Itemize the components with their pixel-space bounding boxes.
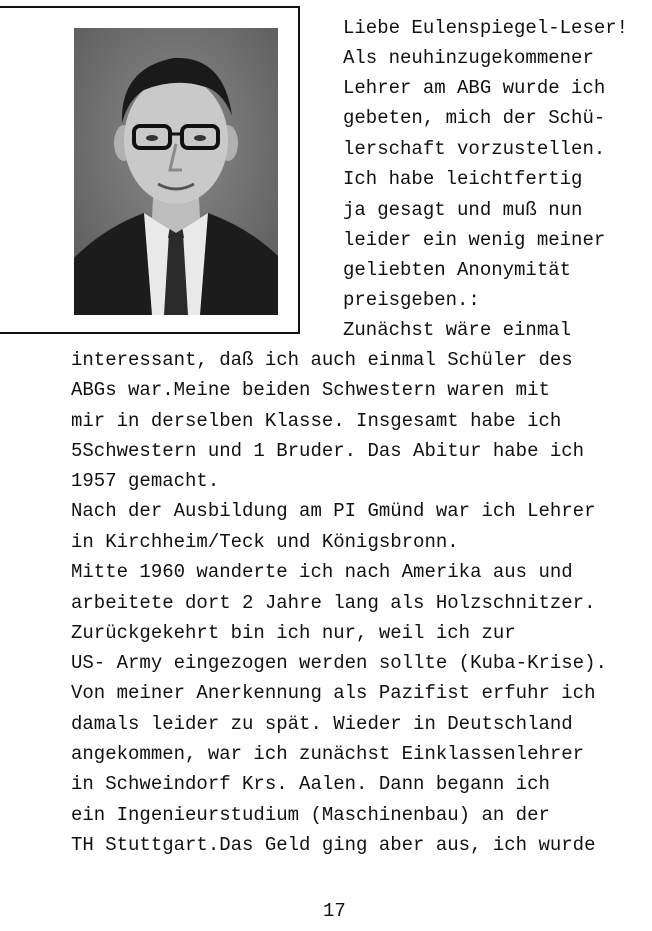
text-line: ja gesagt und muß nun — [343, 199, 583, 221]
text-line: Als neuhinzugekommener — [343, 47, 594, 69]
text-line: lerschaft vorzustellen. — [343, 138, 606, 160]
text-line: US- Army eingezogen werden sollte (Kuba-Krise). — [71, 652, 607, 674]
text-line: Ich habe leichtfertig — [343, 168, 583, 190]
text-line: Lehrer am ABG wurde ich — [343, 77, 606, 99]
text-line: ABGs war.Meine beiden Schwestern waren mit — [71, 379, 550, 401]
text-line: 5Schwestern und 1 Bruder. Das Abitur habe ich — [71, 440, 585, 462]
text-line: damals leider zu spät. Wieder in Deutschland — [71, 713, 573, 735]
text-line: Zurückgekehrt bin ich nur, weil ich zur — [71, 622, 516, 644]
text-line: in Schweindorf Krs. Aalen. Dann begann ich — [71, 773, 550, 795]
text-line: Nach der Ausbildung am PI Gmünd war ich Lehrer — [71, 500, 596, 522]
portrait-illustration — [74, 28, 278, 315]
text-line: mir in derselben Klasse. Insgesamt habe ich — [71, 410, 562, 432]
text-line: leider ein wenig meiner — [343, 229, 606, 251]
text-line: geliebten Anonymität — [343, 259, 572, 281]
text-line: Von meiner Anerkennung als Pazifist erfuhr ich — [71, 682, 596, 704]
text-line: ein Ingenieurstudium (Maschinenbau) an der — [71, 804, 550, 826]
text-line: Zunächst wäre einmal — [343, 319, 572, 341]
portrait-photo — [74, 28, 278, 315]
text-line: Liebe Eulenspiegel-Leser! — [343, 17, 629, 39]
text-line: interessant, daß ich auch einmal Schüler des — [71, 349, 573, 371]
text-line: arbeitete dort 2 Jahre lang als Holzschnitzer. — [71, 592, 596, 614]
text-line: in Kirchheim/Teck und Königsbronn. — [71, 531, 459, 553]
text-line: preisgeben.: — [343, 289, 480, 311]
text-line: TH Stuttgart.Das Geld ging aber aus, ich wurde — [71, 834, 596, 856]
text-line: 1957 gemacht. — [71, 470, 220, 492]
text-line: gebeten, mich der Schü- — [343, 107, 606, 129]
page-number: 17 — [323, 900, 346, 922]
text-line: angekommen, war ich zunächst Einklassenlehrer — [71, 743, 585, 765]
text-line: Mitte 1960 wanderte ich nach Amerika aus und — [71, 561, 573, 583]
